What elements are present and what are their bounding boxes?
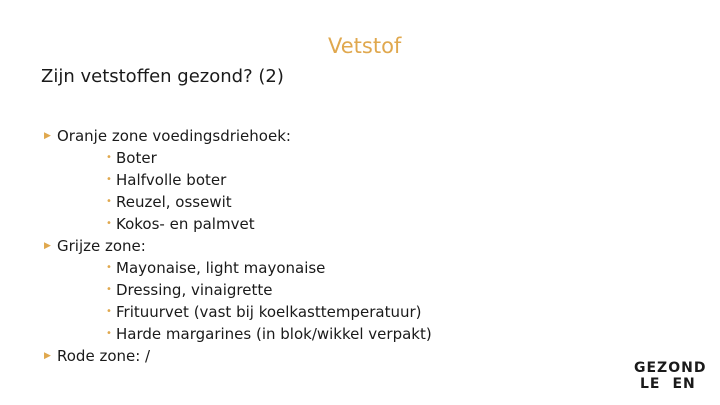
bullet-grijze-zone	[44, 235, 432, 257]
logo-line-2-left: LE	[640, 376, 661, 392]
logo-gap-icon	[660, 378, 672, 388]
dot-bullet-icon: •	[106, 284, 112, 295]
sub-bullet-label: Dressing, vinaigrette	[116, 281, 273, 299]
sub-bullet	[44, 213, 432, 235]
arrow-bullet-icon: ▶	[44, 131, 51, 141]
bullet-label: Oranje zone voedingsdriehoek:	[57, 127, 291, 145]
dot-bullet-icon: •	[106, 306, 112, 317]
sub-bullet	[44, 257, 432, 279]
dot-bullet-icon: •	[106, 196, 112, 207]
sub-bullet	[44, 323, 432, 345]
bullet-label: Rode zone: /	[57, 347, 151, 365]
sub-bullet-label: Kokos- en palmvet	[116, 215, 255, 233]
sub-bullet-label: Halfvolle boter	[116, 171, 227, 189]
bullet-rode-zone	[44, 345, 432, 367]
sub-bullet-label: Frituurvet (vast bij koelkasttemperatuur)	[116, 303, 422, 321]
sub-bullet	[44, 191, 432, 213]
dot-bullet-icon: •	[106, 218, 112, 229]
sub-bullet	[44, 147, 432, 169]
sub-bullet-label: Reuzel, ossewit	[116, 193, 232, 211]
arrow-bullet-icon: ▶	[44, 351, 51, 361]
dot-bullet-icon: •	[106, 262, 112, 273]
bullet-oranje-zone	[44, 125, 432, 147]
dot-bullet-icon: •	[106, 328, 112, 339]
bullet-list	[44, 125, 432, 367]
dot-bullet-icon: •	[106, 152, 112, 163]
sub-bullet	[44, 279, 432, 301]
slide-subtitle: Zijn vetstoffen gezond? (2)	[41, 66, 284, 87]
sub-bullet-label: Harde margarines (in blok/wikkel verpakt)	[116, 325, 432, 343]
sub-bullet-label: Mayonaise, light mayonaise	[116, 259, 326, 277]
sub-bullet-label: Boter	[116, 149, 157, 167]
dot-bullet-icon: •	[106, 174, 112, 185]
logo-line-2	[634, 376, 706, 392]
slide-title: Vetstof	[328, 34, 402, 58]
bullet-label: Grijze zone:	[57, 237, 146, 255]
logo-line-1: GEZOND	[634, 360, 707, 376]
gezond-leven-logo	[634, 360, 706, 392]
sub-bullet	[44, 169, 432, 191]
logo-line-2-right: EN	[672, 376, 696, 392]
arrow-bullet-icon: ▶	[44, 241, 51, 251]
sub-bullet	[44, 301, 432, 323]
